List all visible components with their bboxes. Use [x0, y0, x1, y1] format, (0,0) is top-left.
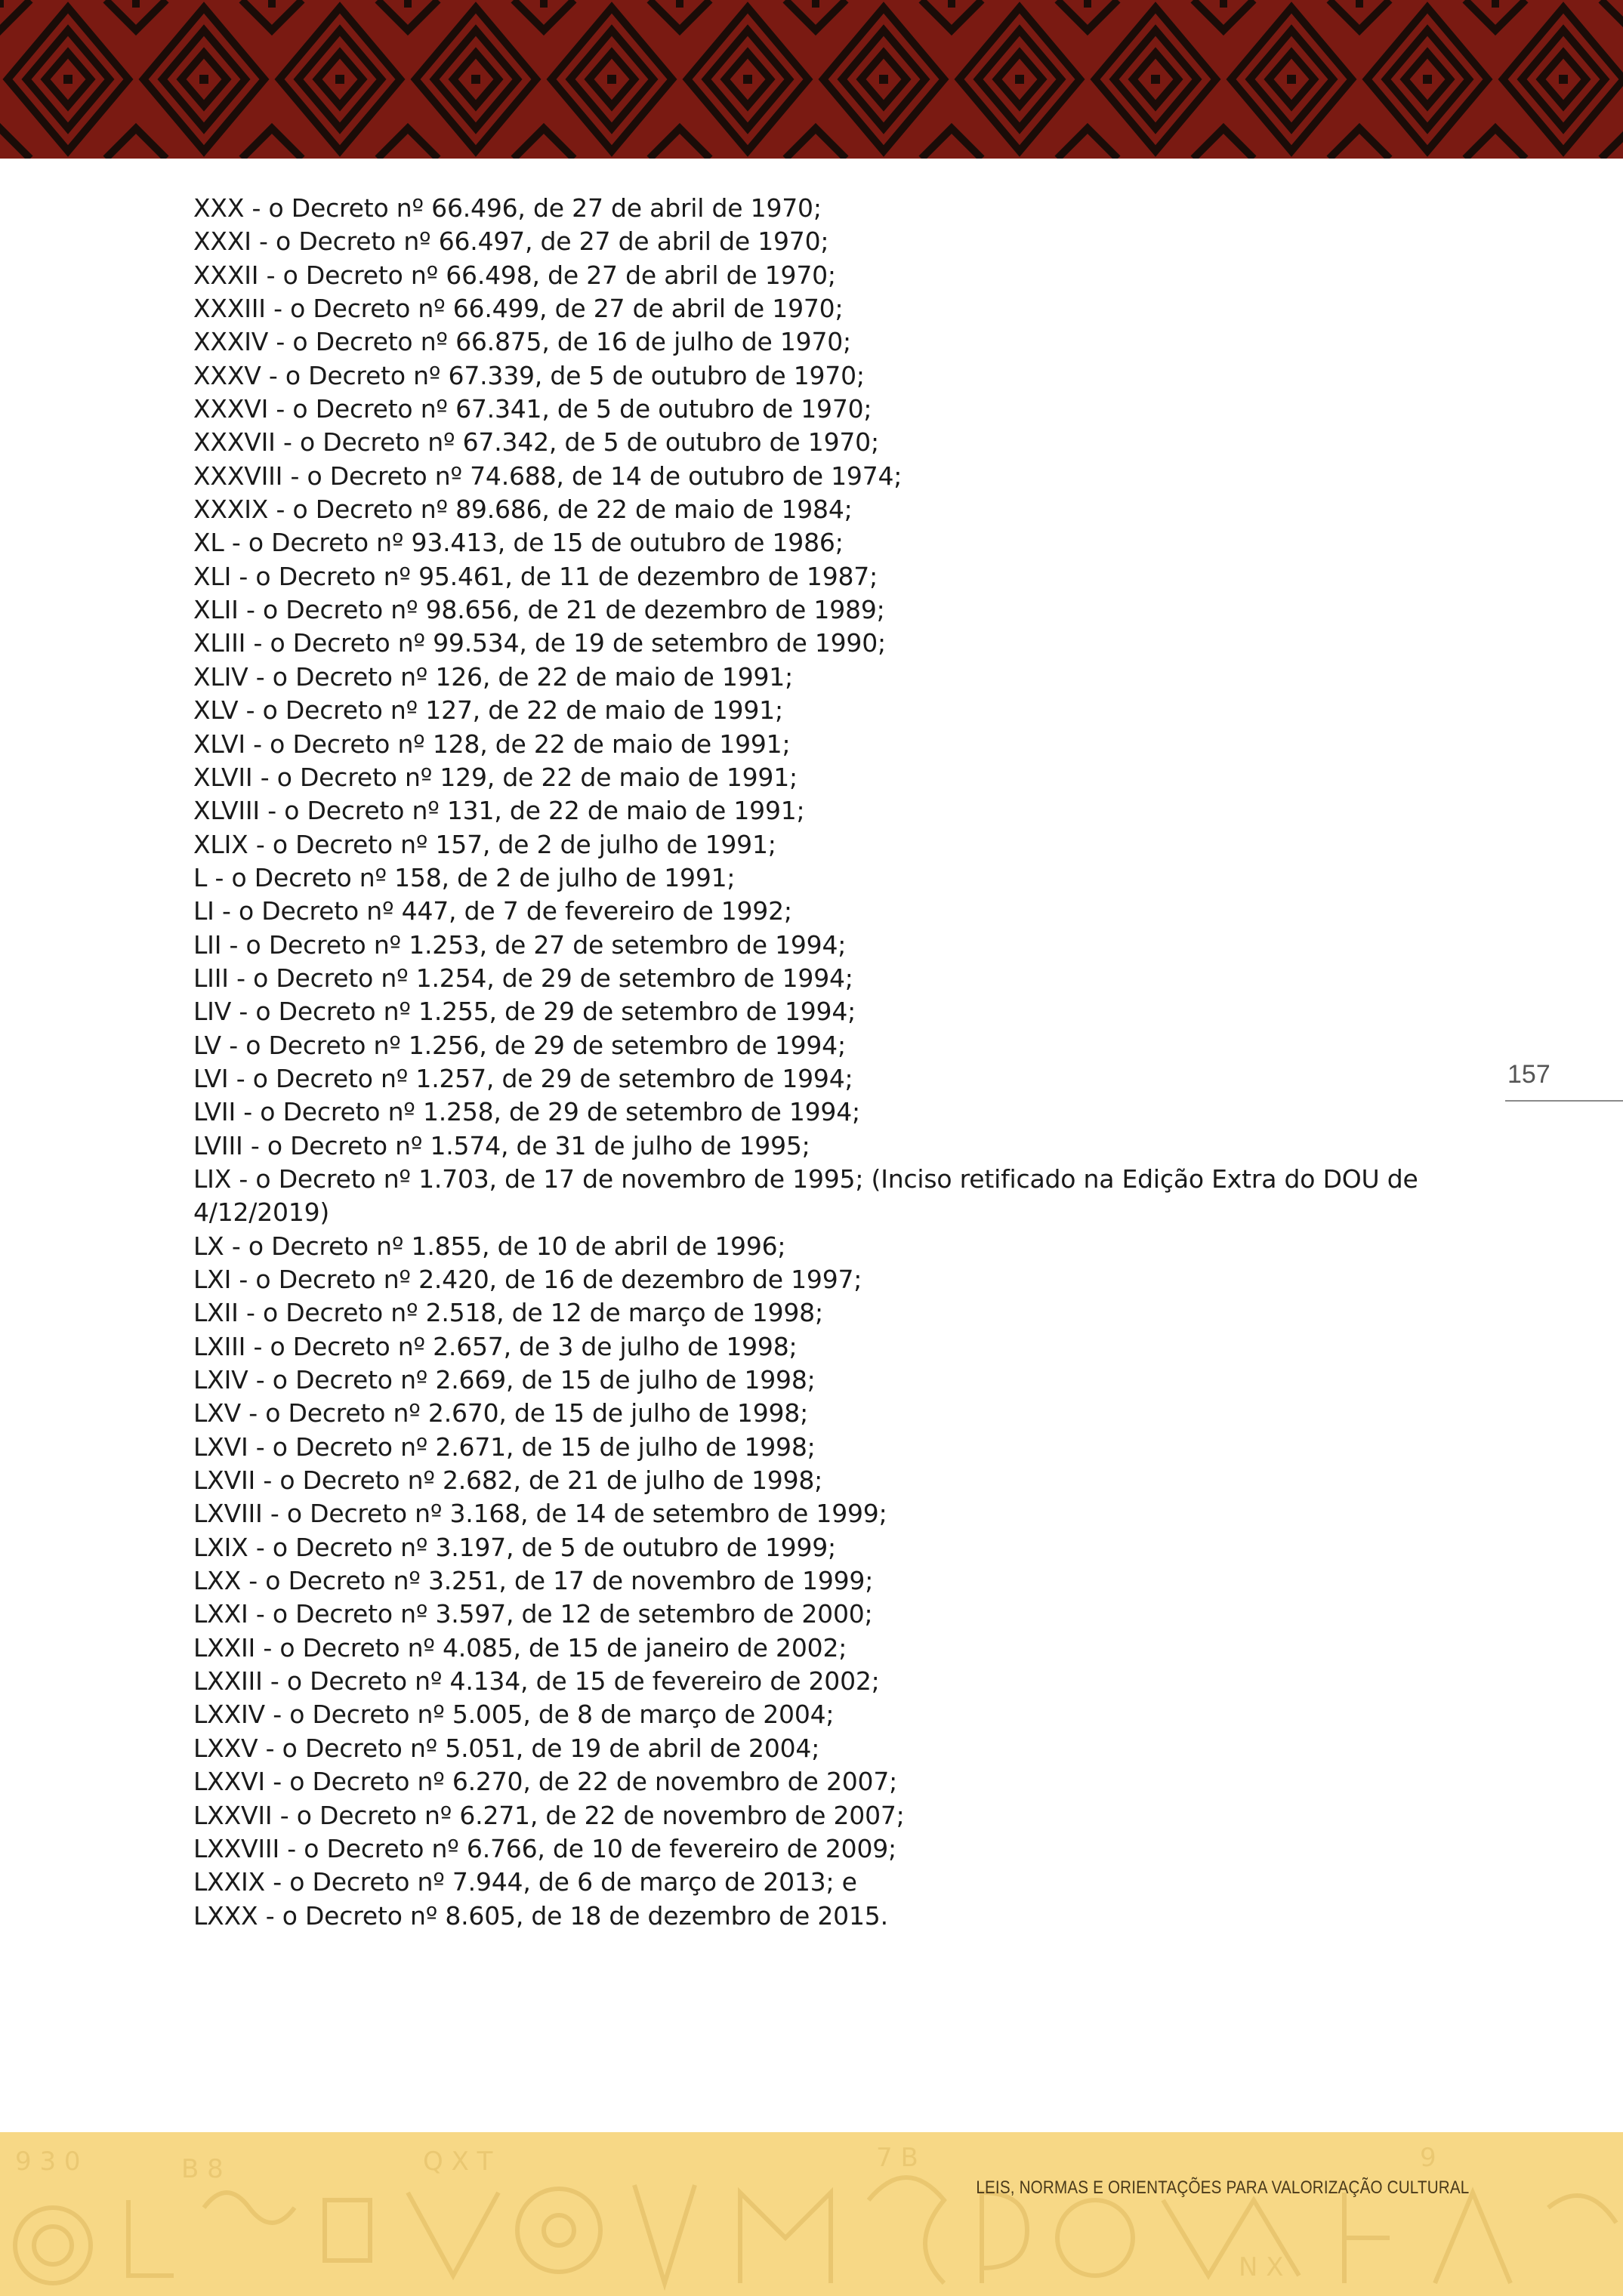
decree-item: XXXIX - o Decreto nº 89.686, de 22 de maio de 1984; — [193, 495, 853, 525]
decree-item: LXXIV - o Decreto nº 5.005, de 8 de março de 2004; — [193, 1700, 835, 1730]
decree-item: LXXII - o Decreto nº 4.085, de 15 de janeiro de 2002; — [193, 1632, 847, 1663]
svg-text:B 8: B 8 — [181, 2154, 224, 2184]
svg-text:9 3 0: 9 3 0 — [15, 2147, 81, 2177]
decree-item: XLV - o Decreto nº 127, de 22 de maio de 1991; — [193, 695, 783, 726]
decree-item: LXIV - o Decreto nº 2.669, de 15 de julho de 1998; — [193, 1365, 816, 1395]
decree-item: LXV - o Decreto nº 2.670, de 15 de julho de 1998; — [193, 1398, 809, 1428]
decree-item: LX - o Decreto nº 1.855, de 10 de abril de 1996; — [193, 1231, 786, 1261]
decree-item: LXXIX - o Decreto nº 7.944, de 6 de março de 2013; e — [193, 1867, 857, 1897]
decree-item: XLII - o Decreto nº 98.656, de 21 de dezembro de 1989; — [193, 595, 885, 625]
decree-item: LXXX - o Decreto nº 8.605, de 18 de dezembro de 2015. — [193, 1900, 888, 1931]
decree-item: LXXVI - o Decreto nº 6.270, de 22 de novembro de 2007; — [193, 1767, 898, 1797]
decree-item: LXIII - o Decreto nº 2.657, de 3 de julho de 1998; — [193, 1331, 798, 1361]
decree-item: L - o Decreto nº 158, de 2 de julho de 1991; — [193, 862, 736, 892]
page-number: 157 — [1507, 1060, 1550, 1089]
footer-band — [0, 2132, 1623, 2296]
decree-item: LXXV - o Decreto nº 5.051, de 19 de abril de 2004; — [193, 1733, 820, 1763]
decree-item: XLVII - o Decreto nº 129, de 22 de maio de 1991; — [193, 762, 798, 792]
decree-item: XLVI - o Decreto nº 128, de 22 de maio de 1991; — [193, 729, 791, 759]
decree-item: LV - o Decreto nº 1.256, de 29 de setembro de 1994; — [193, 1030, 846, 1060]
decree-item: LXXVIII - o Decreto nº 6.766, de 10 de fevereiro de 2009; — [193, 1833, 896, 1863]
svg-text:7 B: 7 B — [876, 2143, 918, 2173]
decree-item: LIV - o Decreto nº 1.255, de 29 de setembro de 1994; — [193, 997, 856, 1027]
footer-glyph-pattern — [0, 2132, 1623, 2296]
decree-item: LXVI - o Decreto nº 2.671, de 15 de julho de 1998; — [193, 1432, 816, 1462]
decree-item: XXXII - o Decreto nº 66.498, de 27 de abril de 1970; — [193, 260, 836, 290]
decree-item: LIX - o Decreto nº 1.703, de 17 de novembro de 1995; (Inciso retificado na Edição Extra do DOU de 4/12/2019) — [193, 1163, 1418, 1228]
decree-item: XXXVII - o Decreto nº 67.342, de 5 de outubro de 1970; — [193, 427, 879, 458]
decree-item: LVI - o Decreto nº 1.257, de 29 de setembro de 1994; — [193, 1063, 853, 1093]
decree-item: LVIII - o Decreto nº 1.574, de 31 de julho de 1995; — [193, 1130, 810, 1160]
decree-item: LXI - o Decreto nº 2.420, de 16 de dezembro de 1997; — [193, 1265, 862, 1294]
decree-item: XXXVIII - o Decreto nº 74.688, de 14 de outubro de 1974; — [193, 461, 903, 491]
decree-item: LXXVII - o Decreto nº 6.271, de 22 de novembro de 2007; — [193, 1800, 905, 1830]
decree-item: LXXI - o Decreto nº 3.597, de 12 de setembro de 2000; — [193, 1599, 873, 1629]
decree-item: XL - o Decreto nº 93.413, de 15 de outubro de 1986; — [193, 528, 844, 558]
decree-item: LXVII - o Decreto nº 2.682, de 21 de julho de 1998; — [193, 1465, 823, 1496]
decree-item: LXII - o Decreto nº 2.518, de 12 de março de 1998; — [193, 1298, 823, 1328]
decree-item: XLIV - o Decreto nº 126, de 22 de maio de 1991; — [193, 661, 794, 692]
decree-item: XXXIV - o Decreto nº 66.875, de 16 de julho de 1970; — [193, 327, 851, 357]
decree-item: LXVIII - o Decreto nº 3.168, de 14 de setembro de 1999; — [193, 1499, 887, 1529]
decree-item: LXIX - o Decreto nº 3.197, de 5 de outubro de 1999; — [193, 1532, 836, 1562]
decree-item: XLIII - o Decreto nº 99.534, de 19 de setembro de 1990; — [193, 628, 886, 658]
header-pattern-band — [0, 0, 1623, 159]
decree-item: LVII - o Decreto nº 1.258, de 29 de setembro de 1994; — [193, 1097, 860, 1127]
svg-text:N X: N X — [1239, 2252, 1284, 2282]
decree-item: XXX - o Decreto nº 66.496, de 27 de abril de 1970; — [193, 193, 822, 223]
decree-item: XLIX - o Decreto nº 157, de 2 de julho de 1991; — [193, 829, 776, 859]
decree-list — [193, 192, 1492, 1933]
decree-item: XLI - o Decreto nº 95.461, de 11 de dezembro de 1987; — [193, 561, 878, 591]
svg-text:9: 9 — [1420, 2143, 1436, 2173]
decree-item: LIII - o Decreto nº 1.254, de 29 de setembro de 1994; — [193, 963, 853, 993]
decree-item: XXXI - o Decreto nº 66.497, de 27 de abril de 1970; — [193, 227, 829, 257]
decree-item: LXX - o Decreto nº 3.251, de 17 de novembro de 1999; — [193, 1566, 874, 1596]
decree-item: XXXV - o Decreto nº 67.339, de 5 de outubro de 1970; — [193, 360, 865, 390]
decree-item: LI - o Decreto nº 447, de 7 de fevereiro de 1992; — [193, 896, 792, 926]
decree-item: LII - o Decreto nº 1.253, de 27 de setembro de 1994; — [193, 929, 847, 960]
decree-item: LXXIII - o Decreto nº 4.134, de 15 de fevereiro de 2002; — [193, 1666, 880, 1697]
footer-title: LEIS, NORMAS E ORIENTAÇÕES PARA VALORIZAÇÃO CULTURAL — [975, 2177, 1469, 2198]
svg-text:Q X T: Q X T — [423, 2147, 493, 2177]
page-number-rule — [1505, 1100, 1623, 1102]
decree-item: XXXVI - o Decreto nº 67.341, de 5 de outubro de 1970; — [193, 394, 872, 424]
decree-item: XXXIII - o Decreto nº 66.499, de 27 de abril de 1970; — [193, 294, 844, 324]
decree-item: XLVIII - o Decreto nº 131, de 22 de maio de 1991; — [193, 796, 805, 826]
